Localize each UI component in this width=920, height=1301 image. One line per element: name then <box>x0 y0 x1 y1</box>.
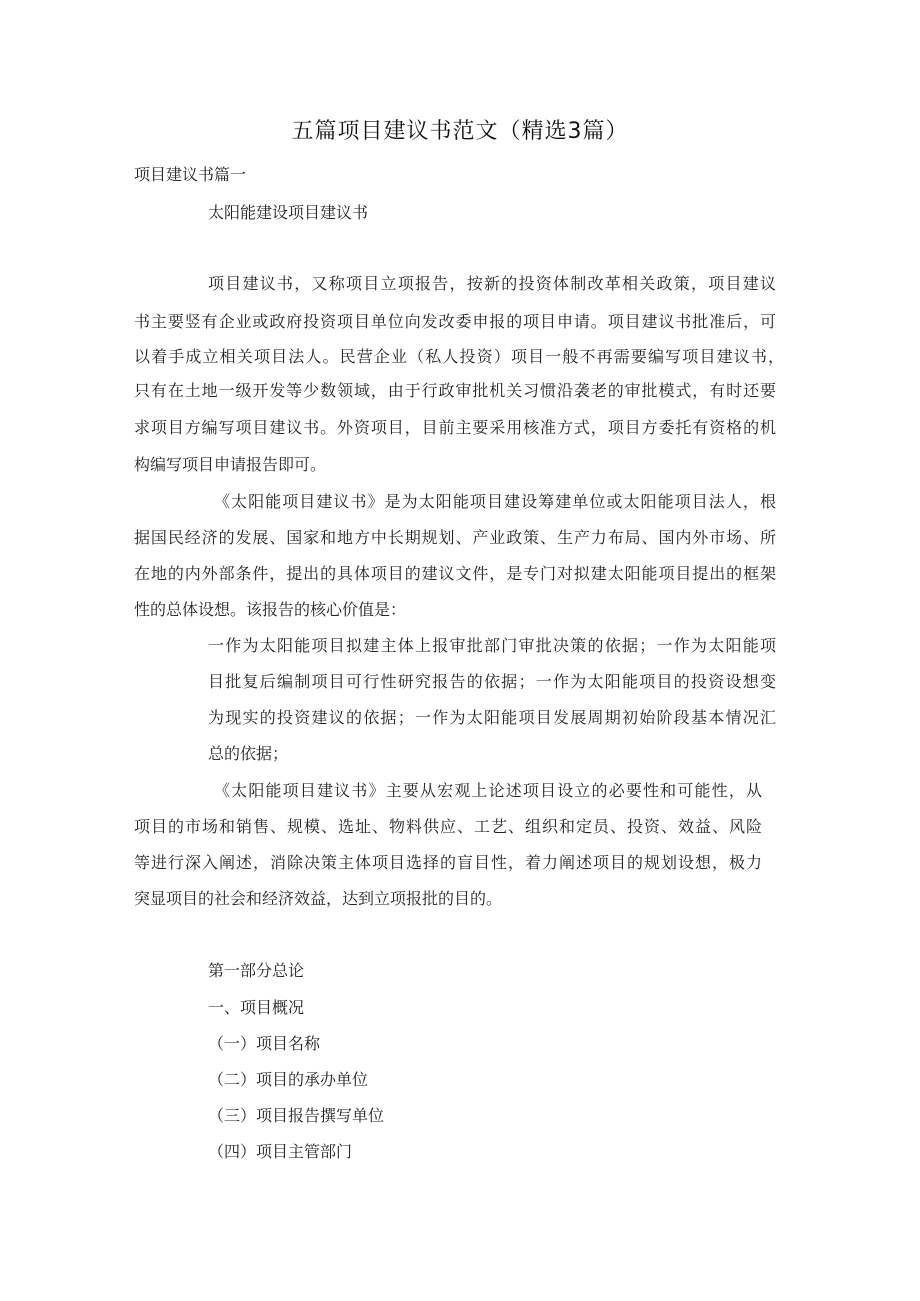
para1-line: 书主要竖有企业或政府投资项目单位向发改委申报的项目申请。项目建议书批准后，可 <box>134 312 776 331</box>
para1-line: 项目建议书，又称项目立项报告，按新的投资体制改革相关政策，项目建议 <box>208 274 776 293</box>
outline-item: （四）项目主管部门 <box>208 1142 353 1161</box>
para1-line: 构编写项目申请报告即可。 <box>134 455 327 474</box>
outline-item: （一）项目名称 <box>208 1034 321 1053</box>
para2-line: 在地的内外部条件，提出的具体项目的建议文件，是专门对拟建太阳能项目提出的框架 <box>134 564 776 583</box>
section-heading: 项目建议书篇一 <box>134 165 247 184</box>
part-heading: 第一部分总论 <box>208 961 305 980</box>
subtitle: 太阳能建设项目建议书 <box>208 203 369 222</box>
para3-line: 一作为太阳能项目拟建主体上报审批部门审批决策的依据；一作为太阳能项 <box>208 636 776 655</box>
outline-item: （二）项目的承办单位 <box>208 1070 369 1089</box>
para3-line: 总的依据； <box>208 744 289 763</box>
para4-line: 等进行深入阐述，消除决策主体项目选择的盲目性，着力阐述项目的规划设想，极力 <box>134 853 762 872</box>
para4-line: 《太阳能项目建议书》主要从宏观上论述项目设立的必要性和可能性，从 <box>214 781 762 800</box>
para3-line: 为现实的投资建议的依据；一作为太阳能项目发展周期初始阶段基本情况汇 <box>208 708 776 727</box>
outline-item: （三）项目报告撰写单位 <box>208 1106 385 1125</box>
section-title: 一、项目概况 <box>208 998 305 1017</box>
para1-line: 只有在土地一级开发等少数领域，由于行政审批机关习惯沿袭老的审批模式，有时还要 <box>134 381 776 400</box>
para1-line: 求项目方编写项目建议书。外资项目，目前主要采用核准方式，项目方委托有资格的机 <box>134 418 776 437</box>
para2-line: 性的总体设想。该报告的核心价值是： <box>134 600 407 619</box>
para4-line: 项目的市场和销售、规模、选址、物料供应、工艺、组织和定员、投资、效益、风险 <box>134 817 762 836</box>
para3-line: 目批复后编制项目可行性研究报告的依据；一作为太阳能项目的投资设想变 <box>208 672 776 691</box>
para2-line: 《太阳能项目建议书》是为太阳能项目建设筹建单位或太阳能项目法人，根 <box>214 492 776 511</box>
para4-line: 突显项目的社会和经济效益，达到立项报批的目的。 <box>134 889 503 908</box>
para1-line: 以着手成立相关项目法人。民营企业（私人投资）项目一般不再需要编写项目建议书， <box>134 347 784 366</box>
document-title: 五篇项目建议书范文（精选3篇） <box>291 119 629 144</box>
para2-line: 据国民经济的发展、国家和地方中长期规划、产业政策、生产力布局、国内外市场、所 <box>134 528 776 547</box>
